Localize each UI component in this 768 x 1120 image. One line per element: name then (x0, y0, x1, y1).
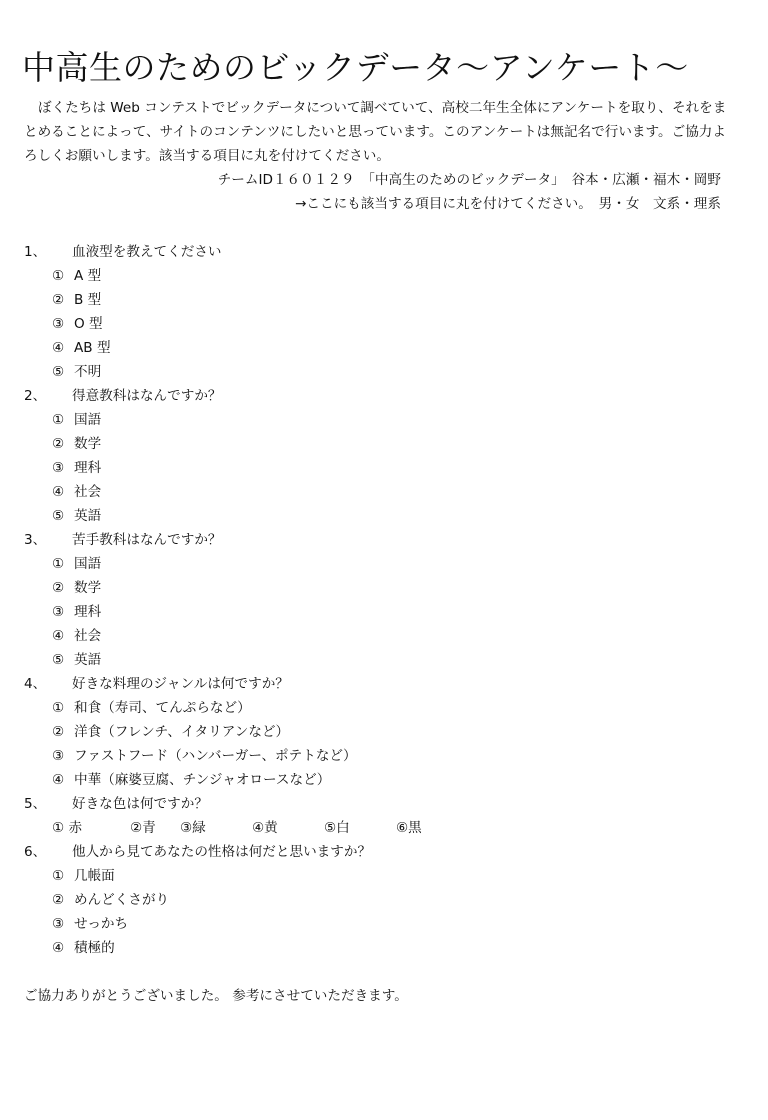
question-text: 血液型を教えてください (72, 244, 222, 260)
answer-option[interactable] (24, 720, 744, 744)
answer-option[interactable]: ⑤白 (324, 820, 350, 836)
option-label: 国語 (74, 412, 102, 428)
question-heading (24, 384, 744, 408)
option-number: ③ (52, 604, 65, 620)
question-number: 4、 (24, 676, 47, 692)
option-label: 数学 (74, 580, 102, 596)
answer-option[interactable] (24, 744, 744, 768)
option-label: 英語 (74, 652, 102, 668)
answer-option[interactable] (24, 504, 744, 528)
option-label: 社会 (74, 484, 102, 500)
answer-option[interactable] (24, 360, 744, 384)
option-label: 几帳面 (74, 868, 115, 884)
answer-option[interactable]: ②青 (130, 820, 156, 836)
option-number: ④ (52, 772, 65, 788)
question (24, 240, 744, 384)
question-number: 6、 (24, 844, 47, 860)
question (24, 792, 744, 840)
answer-option[interactable] (24, 336, 744, 360)
closing-message: ご協力ありがとうございました。 参考にさせていただきます。 (24, 988, 408, 1004)
option-label: 中華（麻婆豆腐、チンジャオロースなど） (74, 772, 331, 788)
option-number: ① (52, 868, 65, 884)
option-label: 数学 (74, 436, 102, 452)
option-number: ⑤ (52, 652, 65, 668)
option-number: ④ (52, 628, 65, 644)
intro-paragraph (24, 96, 728, 168)
option-number: ③ (52, 316, 65, 332)
question-text: 得意教科はなんですか？ (72, 388, 222, 404)
option-label: A 型 (74, 268, 102, 284)
answer-option[interactable] (24, 888, 744, 912)
answer-option[interactable] (24, 864, 744, 888)
question (24, 384, 744, 528)
option-label: 社会 (74, 628, 102, 644)
option-label: 英語 (74, 508, 102, 524)
option-number: ② (52, 892, 65, 908)
option-label: AB 型 (74, 340, 111, 356)
question-heading (24, 528, 744, 552)
question-heading (24, 840, 744, 864)
answer-option[interactable] (24, 696, 744, 720)
option-number: ① (52, 700, 65, 716)
question-text: 苦手教科はなんですか？ (72, 532, 222, 548)
question-number: 2、 (24, 388, 47, 404)
question-number: 3、 (24, 532, 47, 548)
option-label: 理科 (74, 604, 102, 620)
option-label: 理科 (74, 460, 102, 476)
option-label: 和食（寿司、てんぷらなど） (74, 700, 251, 716)
answer-option[interactable] (24, 912, 744, 936)
page-title: 中高生のためのビックデータ～アンケート～ (22, 48, 689, 87)
answer-option[interactable] (24, 432, 744, 456)
gender-course-line: →ここにも該当する項目に丸を付けてください。 男・女 文系・理系 (295, 196, 721, 212)
option-number: ④ (52, 940, 65, 956)
question-heading (24, 240, 744, 264)
option-label: 積極的 (74, 940, 115, 956)
option-number: ⑤ (52, 364, 65, 380)
option-number: ④ (52, 484, 65, 500)
option-label: めんどくさがり (74, 892, 170, 908)
option-number: ① (52, 412, 65, 428)
option-number: ④ (52, 340, 65, 356)
answer-option[interactable]: ① 赤 (52, 820, 83, 836)
answer-option[interactable] (24, 264, 744, 288)
question-text: 好きな料理のジャンルは何ですか？ (72, 676, 289, 692)
option-label: 国語 (74, 556, 102, 572)
answer-option[interactable] (24, 312, 744, 336)
question (24, 672, 744, 792)
question-text: 他人から見てあなたの性格は何だと思いますか？ (72, 844, 372, 860)
option-number: ③ (52, 916, 65, 932)
question-text: 好きな色は何ですか？ (72, 796, 208, 812)
answer-option[interactable] (24, 456, 744, 480)
inline-option-row (24, 816, 744, 840)
answer-option[interactable] (24, 480, 744, 504)
question-list (24, 240, 744, 960)
option-number: ② (52, 292, 65, 308)
answer-option[interactable]: ⑥黒 (396, 820, 422, 836)
answer-option[interactable] (24, 576, 744, 600)
option-label: ファストフード（ハンバーガー、ポテトなど） (74, 748, 357, 764)
question-heading (24, 672, 744, 696)
option-number: ② (52, 436, 65, 452)
answer-option[interactable] (24, 648, 744, 672)
answer-option[interactable]: ③緑 (180, 820, 206, 836)
option-label: 洋食（フレンチ、イタリアンなど） (74, 724, 290, 740)
answer-option[interactable] (24, 624, 744, 648)
answer-option[interactable]: ④黄 (252, 820, 278, 836)
answer-option[interactable] (24, 600, 744, 624)
answer-option[interactable] (24, 408, 744, 432)
option-number: ① (52, 556, 65, 572)
option-label: B 型 (74, 292, 102, 308)
option-label: せっかち (74, 916, 129, 932)
option-label: O 型 (74, 316, 103, 332)
option-number: ③ (52, 460, 65, 476)
answer-option[interactable] (24, 552, 744, 576)
option-number: ⑤ (52, 508, 65, 524)
answer-option[interactable] (24, 936, 744, 960)
option-number: ③ (52, 748, 65, 764)
question (24, 840, 744, 960)
question-number: 1、 (24, 244, 47, 260)
intro-text: ぼくたちは Web コンテストでビックデータについて調べていて、高校二年生全体にアンケートを取り、それをまとめることによって、サイトのコンテンツにしたいと思っています。このアンケートは無記名で行います。ご協力よろしくお願いします。該当する項目に丸を付けてください。 (24, 100, 727, 164)
option-number: ① (52, 268, 65, 284)
answer-option[interactable] (24, 768, 744, 792)
question-heading (24, 792, 744, 816)
option-label: 不明 (74, 364, 102, 380)
option-number: ② (52, 580, 65, 596)
team-line: チームID１６０１２９ 「中高生のためのビックデータ」 谷本・広瀬・福木・岡野 (217, 172, 721, 188)
question (24, 528, 744, 672)
option-number: ② (52, 724, 65, 740)
answer-option[interactable] (24, 288, 744, 312)
question-number: 5、 (24, 796, 47, 812)
